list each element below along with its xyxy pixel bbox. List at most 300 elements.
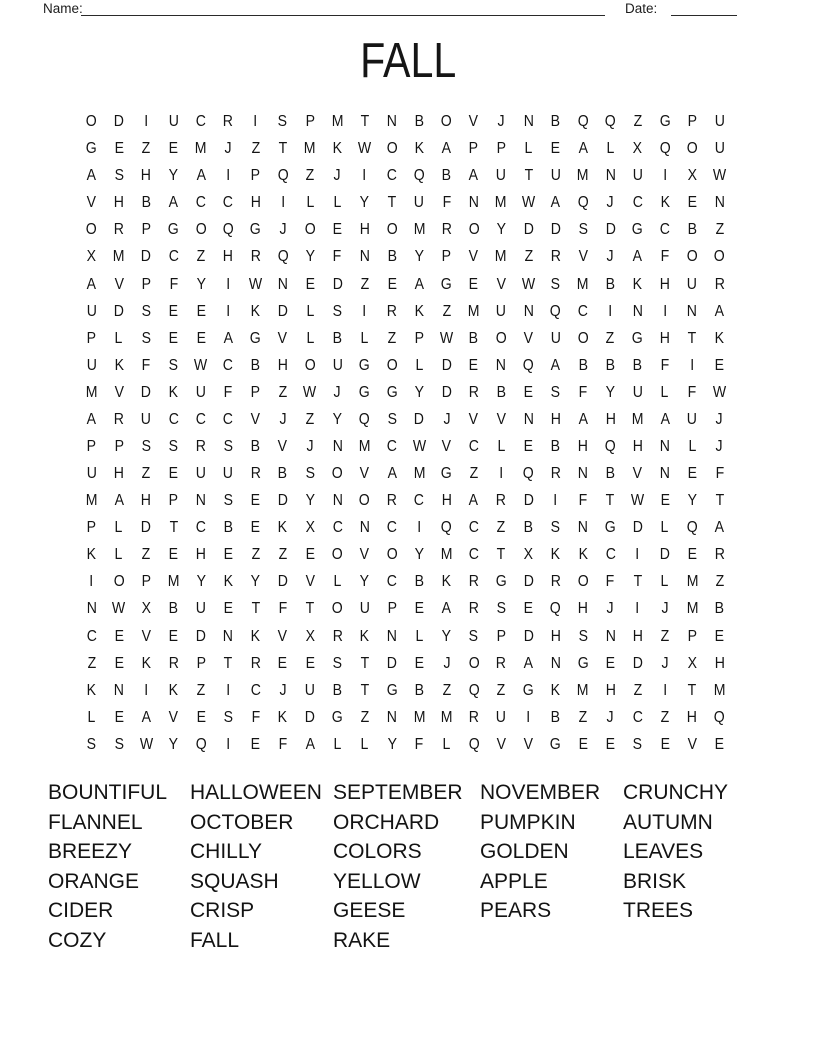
grid-cell xyxy=(214,298,241,325)
grid-letter: F xyxy=(578,383,588,401)
grid-letter: P xyxy=(141,221,151,239)
grid-cell xyxy=(597,406,624,433)
letter-grid xyxy=(78,109,733,759)
grid-cell xyxy=(487,325,514,352)
grid-cell xyxy=(296,109,323,136)
grid-cell xyxy=(269,406,296,433)
grid-letter: M xyxy=(631,410,644,428)
grid-letter: Y xyxy=(414,546,424,564)
grid-cell xyxy=(351,596,378,623)
grid-cell xyxy=(105,379,132,406)
grid-letter: E xyxy=(168,329,179,347)
grid-cell xyxy=(160,542,187,569)
grid-letter: R xyxy=(113,410,125,428)
grid-letter: C xyxy=(195,194,206,212)
grid-letter: D xyxy=(113,302,125,320)
grid-cell xyxy=(487,488,514,515)
grid-letter: K xyxy=(86,681,97,699)
grid-letter: E xyxy=(305,654,315,672)
grid-cell xyxy=(242,677,269,704)
grid-cell xyxy=(542,731,569,758)
grid-letter: Z xyxy=(141,465,151,483)
grid-cell xyxy=(569,379,596,406)
grid-letter: W xyxy=(139,735,153,753)
grid-letter: X xyxy=(632,140,643,158)
grid-cell xyxy=(78,677,105,704)
grid-cell xyxy=(706,406,733,433)
grid-letter: Q xyxy=(550,302,562,320)
grid-cell xyxy=(433,542,460,569)
grid-letter: Z xyxy=(360,708,369,726)
grid-cell xyxy=(406,515,433,542)
grid-cell xyxy=(78,406,105,433)
grid-cell xyxy=(324,217,351,244)
grid-cell xyxy=(242,136,269,163)
grid-letter: E xyxy=(114,140,124,158)
grid-letter: J xyxy=(606,248,614,266)
grid-cell xyxy=(406,542,433,569)
grid-cell xyxy=(651,704,678,731)
word-item: SQUASH xyxy=(190,869,279,893)
grid-letter: N xyxy=(523,302,534,320)
grid-letter: A xyxy=(469,167,479,185)
grid-cell xyxy=(706,433,733,460)
grid-cell xyxy=(324,677,351,704)
grid-letter: P xyxy=(414,329,424,347)
grid-cell xyxy=(296,352,323,379)
word-item: ORANGE xyxy=(48,869,140,893)
grid-letter: H xyxy=(250,194,261,212)
grid-cell xyxy=(542,325,569,352)
grid-letter: V xyxy=(305,573,315,591)
grid-letter: G xyxy=(550,735,562,753)
grid-letter: T xyxy=(223,654,233,672)
grid-cell xyxy=(624,325,651,352)
grid-letter: G xyxy=(659,113,671,131)
grid-letter: R xyxy=(168,654,179,672)
grid-cell xyxy=(487,109,514,136)
grid-cell xyxy=(187,650,214,677)
grid-letter: M xyxy=(331,113,344,131)
grid-cell xyxy=(242,379,269,406)
word-item: COZY xyxy=(48,928,107,952)
grid-letter: G xyxy=(386,383,398,401)
grid-letter: Y xyxy=(387,735,397,753)
grid-cell xyxy=(378,433,405,460)
grid-letter: Q xyxy=(359,410,371,428)
grid-letter: B xyxy=(605,465,615,483)
grid-letter: J xyxy=(661,600,669,618)
grid-cell xyxy=(597,731,624,758)
grid-cell xyxy=(597,217,624,244)
grid-cell xyxy=(105,352,132,379)
grid-letter: D xyxy=(441,356,452,374)
grid-letter: V xyxy=(278,329,288,347)
grid-cell xyxy=(515,352,542,379)
word-item: BRISK xyxy=(623,869,687,893)
grid-letter: H xyxy=(359,221,370,239)
grid-letter: H xyxy=(441,492,452,510)
grid-cell xyxy=(351,569,378,596)
grid-letter: H xyxy=(605,681,616,699)
grid-cell xyxy=(515,704,542,731)
grid-cell xyxy=(242,731,269,758)
grid-letter: G xyxy=(441,275,452,293)
grid-letter: U xyxy=(304,681,316,699)
grid-letter: Z xyxy=(251,140,260,158)
grid-cell xyxy=(679,488,706,515)
grid-letter: S xyxy=(223,437,233,455)
grid-cell xyxy=(296,650,323,677)
grid-letter: E xyxy=(660,492,670,510)
grid-cell xyxy=(351,298,378,325)
grid-letter: N xyxy=(714,194,725,212)
grid-cell xyxy=(105,569,132,596)
grid-cell xyxy=(487,136,514,163)
grid-cell xyxy=(78,488,105,515)
grid-cell xyxy=(569,136,596,163)
grid-cell xyxy=(324,379,351,406)
grid-cell xyxy=(651,623,678,650)
grid-cell xyxy=(296,731,323,758)
grid-letter: Z xyxy=(360,275,369,293)
grid-letter: E xyxy=(414,654,424,672)
grid-cell xyxy=(160,623,187,650)
grid-letter: U xyxy=(687,410,698,428)
grid-letter: P xyxy=(305,113,315,131)
grid-cell xyxy=(160,190,187,217)
grid-letter: R xyxy=(250,654,261,672)
grid-letter: D xyxy=(523,627,534,645)
grid-letter: F xyxy=(223,383,233,401)
grid-letter: G xyxy=(331,708,343,726)
grid-cell xyxy=(133,136,160,163)
grid-letter: B xyxy=(550,113,561,131)
grid-cell xyxy=(679,271,706,298)
grid-letter: Z xyxy=(278,546,288,564)
grid-cell xyxy=(324,109,351,136)
grid-letter: E xyxy=(414,600,424,618)
grid-letter: Y xyxy=(332,410,343,428)
grid-cell xyxy=(515,379,542,406)
grid-cell xyxy=(651,271,678,298)
grid-letter: D xyxy=(386,654,397,672)
grid-letter: H xyxy=(632,437,643,455)
word-item: CHILLY xyxy=(190,840,262,864)
name-label: Name: xyxy=(43,1,83,16)
grid-cell xyxy=(187,271,214,298)
grid-letter: O xyxy=(686,248,698,266)
grid-letter: G xyxy=(522,681,534,699)
grid-letter: I xyxy=(635,600,640,618)
grid-cell xyxy=(569,298,596,325)
grid-letter: I xyxy=(526,708,531,726)
grid-cell xyxy=(242,406,269,433)
grid-letter: K xyxy=(250,627,261,645)
grid-cell xyxy=(597,352,624,379)
grid-cell xyxy=(487,650,514,677)
grid-cell xyxy=(78,650,105,677)
grid-letter: M xyxy=(577,167,589,185)
grid-cell xyxy=(597,109,624,136)
grid-letter: J xyxy=(279,410,287,428)
grid-letter: R xyxy=(113,221,125,239)
grid-cell xyxy=(378,244,405,271)
grid-cell xyxy=(651,352,678,379)
grid-cell xyxy=(406,569,433,596)
grid-cell xyxy=(133,461,160,488)
grid-cell xyxy=(78,569,105,596)
grid-letter: U xyxy=(195,600,206,618)
grid-letter: N xyxy=(86,600,97,618)
grid-cell xyxy=(105,542,132,569)
grid-cell xyxy=(706,677,733,704)
grid-cell xyxy=(269,379,296,406)
grid-letter: X xyxy=(141,600,151,618)
grid-cell xyxy=(679,109,706,136)
grid-cell xyxy=(378,623,405,650)
grid-letter: V xyxy=(496,410,506,428)
grid-letter: R xyxy=(386,302,397,320)
grid-cell xyxy=(433,190,460,217)
grid-cell xyxy=(133,542,160,569)
grid-cell xyxy=(160,433,187,460)
grid-cell xyxy=(242,244,269,271)
grid-cell xyxy=(78,244,105,271)
grid-letter: T xyxy=(251,600,260,618)
grid-letter: O xyxy=(359,492,371,510)
grid-cell xyxy=(296,596,323,623)
grid-cell xyxy=(597,271,624,298)
grid-cell xyxy=(160,379,187,406)
grid-cell xyxy=(460,352,487,379)
grid-letter: B xyxy=(250,356,261,374)
grid-cell xyxy=(296,461,323,488)
grid-letter: Z xyxy=(305,410,315,428)
grid-cell xyxy=(487,596,514,623)
grid-cell xyxy=(269,163,296,190)
grid-letter: M xyxy=(413,465,426,483)
grid-cell xyxy=(133,352,160,379)
grid-letter: J xyxy=(606,600,614,618)
grid-letter: C xyxy=(195,519,206,537)
grid-cell xyxy=(679,298,706,325)
grid-cell xyxy=(487,163,514,190)
grid-cell xyxy=(78,461,105,488)
grid-letter: T xyxy=(605,492,615,510)
grid-cell xyxy=(569,109,596,136)
grid-cell xyxy=(706,163,733,190)
grid-letter: S xyxy=(332,654,343,672)
grid-letter: S xyxy=(550,275,561,293)
grid-cell xyxy=(406,271,433,298)
word-item: FLANNEL xyxy=(48,810,143,834)
grid-letter: L xyxy=(660,573,669,591)
grid-cell xyxy=(651,163,678,190)
grid-letter: U xyxy=(550,329,561,347)
grid-cell xyxy=(160,704,187,731)
grid-cell xyxy=(78,298,105,325)
grid-cell xyxy=(706,623,733,650)
grid-cell xyxy=(324,515,351,542)
grid-cell xyxy=(542,163,569,190)
grid-cell xyxy=(460,542,487,569)
grid-cell xyxy=(187,244,214,271)
grid-letter: S xyxy=(141,437,151,455)
grid-cell xyxy=(542,190,569,217)
grid-letter: W xyxy=(357,140,372,158)
grid-cell xyxy=(214,461,241,488)
grid-letter: N xyxy=(277,275,288,293)
grid-letter: A xyxy=(441,140,452,158)
grid-letter: P xyxy=(141,573,151,591)
grid-letter: Z xyxy=(442,681,451,699)
grid-cell xyxy=(187,515,214,542)
grid-cell xyxy=(651,542,678,569)
grid-cell xyxy=(269,217,296,244)
grid-letter: U xyxy=(86,356,97,374)
grid-letter: N xyxy=(332,492,343,510)
grid-cell xyxy=(242,271,269,298)
grid-letter: F xyxy=(687,383,697,401)
grid-letter: M xyxy=(495,248,507,266)
grid-letter: D xyxy=(277,302,288,320)
grid-cell xyxy=(597,461,624,488)
word-item: TREES xyxy=(623,899,694,923)
grid-letter: G xyxy=(577,654,589,672)
grid-cell xyxy=(105,109,132,136)
grid-cell xyxy=(324,461,351,488)
grid-letter: P xyxy=(250,383,261,401)
grid-cell xyxy=(597,488,624,515)
grid-letter: C xyxy=(250,681,261,699)
grid-letter: M xyxy=(413,221,426,239)
grid-letter: J xyxy=(224,140,232,158)
grid-cell xyxy=(324,433,351,460)
grid-cell xyxy=(569,731,596,758)
word-column xyxy=(48,778,167,956)
grid-letter: R xyxy=(223,113,234,131)
grid-letter: Z xyxy=(496,519,506,537)
grid-letter: E xyxy=(196,708,206,726)
word-item: GOLDEN xyxy=(480,840,569,864)
grid-letter: R xyxy=(195,437,206,455)
grid-cell xyxy=(242,163,269,190)
grid-letter: S xyxy=(114,735,124,753)
grid-letter: W xyxy=(303,383,317,401)
grid-cell xyxy=(569,461,596,488)
grid-letter: P xyxy=(86,329,97,347)
grid-cell xyxy=(78,217,105,244)
grid-letter: O xyxy=(86,113,98,131)
grid-cell xyxy=(542,244,569,271)
grid-letter: G xyxy=(86,140,98,158)
grid-cell xyxy=(624,650,651,677)
grid-cell xyxy=(269,677,296,704)
grid-letter: T xyxy=(360,113,369,131)
grid-letter: D xyxy=(632,519,643,537)
grid-letter: K xyxy=(114,356,124,374)
grid-letter: V xyxy=(86,194,97,212)
grid-cell xyxy=(706,461,733,488)
grid-letter: F xyxy=(141,356,151,374)
grid-letter: Z xyxy=(196,248,206,266)
grid-letter: T xyxy=(278,140,288,158)
grid-cell xyxy=(187,433,214,460)
grid-letter: U xyxy=(168,113,179,131)
grid-cell xyxy=(624,244,651,271)
grid-letter: F xyxy=(442,194,451,212)
grid-cell xyxy=(324,406,351,433)
grid-letter: U xyxy=(632,167,643,185)
grid-letter: Q xyxy=(468,735,480,753)
grid-cell xyxy=(324,488,351,515)
grid-cell xyxy=(460,650,487,677)
grid-cell xyxy=(460,244,487,271)
word-item: ORCHARD xyxy=(333,810,440,834)
grid-letter: O xyxy=(304,356,316,374)
grid-cell xyxy=(378,325,405,352)
grid-cell xyxy=(706,379,733,406)
grid-letter: A xyxy=(714,519,725,537)
grid-cell xyxy=(214,217,241,244)
grid-letter: M xyxy=(413,708,426,726)
grid-letter: K xyxy=(332,140,343,158)
grid-cell xyxy=(569,515,596,542)
grid-letter: L xyxy=(306,302,314,320)
grid-cell xyxy=(460,596,487,623)
grid-letter: L xyxy=(415,356,424,374)
grid-cell xyxy=(242,515,269,542)
grid-letter: M xyxy=(304,140,316,158)
grid-letter: K xyxy=(359,627,370,645)
grid-letter: R xyxy=(468,383,479,401)
grid-letter: Y xyxy=(168,167,179,185)
grid-letter: J xyxy=(661,654,669,672)
grid-letter: O xyxy=(86,221,98,239)
grid-letter: Z xyxy=(633,681,642,699)
grid-letter: C xyxy=(195,410,206,428)
grid-letter: H xyxy=(550,627,561,645)
grid-letter: O xyxy=(386,221,398,239)
grid-cell xyxy=(706,109,733,136)
grid-letter: A xyxy=(550,194,561,212)
grid-letter: T xyxy=(387,194,397,212)
grid-cell xyxy=(460,488,487,515)
grid-letter: E xyxy=(687,546,697,564)
grid-letter: H xyxy=(223,248,234,266)
grid-letter: Z xyxy=(469,465,479,483)
grid-cell xyxy=(214,271,241,298)
grid-letter: E xyxy=(550,140,561,158)
grid-cell xyxy=(378,136,405,163)
grid-cell xyxy=(214,325,241,352)
grid-letter: K xyxy=(578,546,588,564)
grid-letter: Z xyxy=(633,113,642,131)
grid-letter: L xyxy=(524,140,533,158)
grid-letter: F xyxy=(660,248,670,266)
grid-cell xyxy=(160,731,187,758)
grid-letter: E xyxy=(223,546,233,564)
grid-cell xyxy=(133,488,160,515)
grid-letter: J xyxy=(279,681,287,699)
grid-cell xyxy=(378,352,405,379)
grid-letter: A xyxy=(141,708,151,726)
grid-letter: Z xyxy=(715,221,724,239)
grid-cell xyxy=(242,569,269,596)
grid-cell xyxy=(187,163,214,190)
grid-cell xyxy=(105,190,132,217)
